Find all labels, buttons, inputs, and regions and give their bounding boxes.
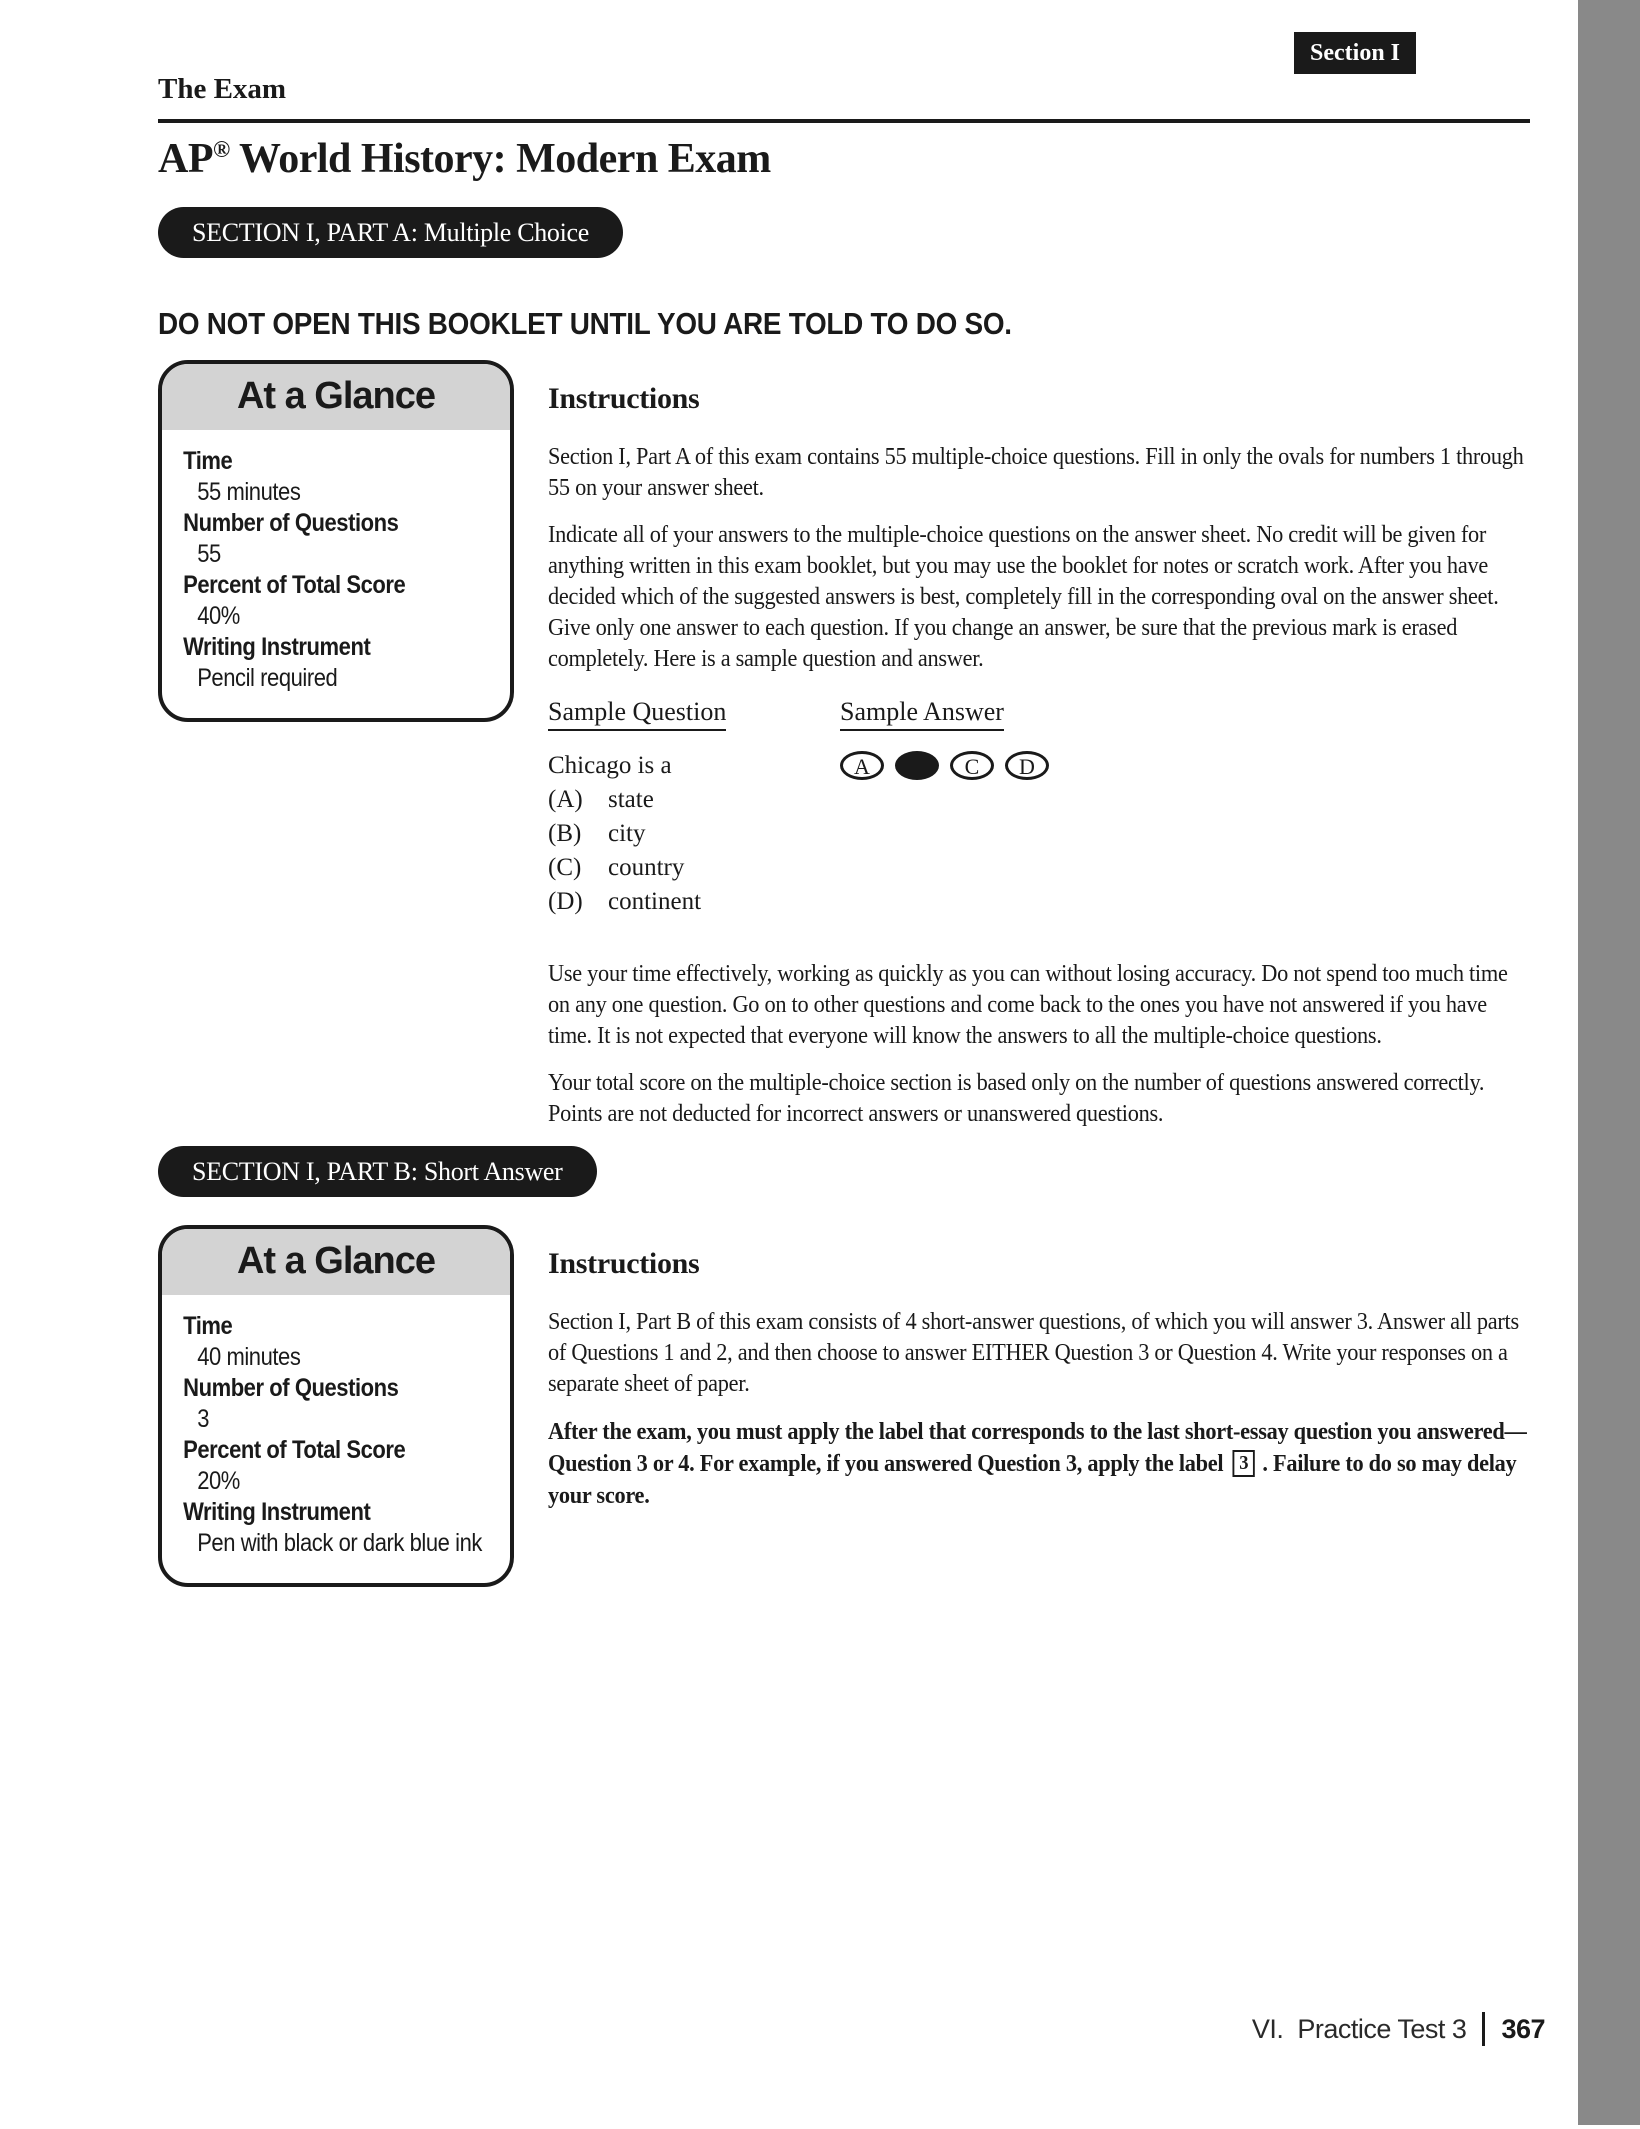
part-b-section-pill: SECTION I, PART B: Short Answer <box>158 1146 597 1197</box>
part-b-paragraph-1: Section I, Part B of this exam consists of 4 short-answer questions, of which you will answer 3. Answer all parts of Questions 1 and 2, and then choose to answer EITHER Question 3 or Question 4. Write your responses on a separate sheet of paper. <box>548 1309 1519 1398</box>
glance-value-questions-b: 3 <box>197 1405 209 1434</box>
part-a-paragraph-3: Use your time effectively, working as quickly as you can without losing accuracy. Do not spend too much time on any one question. Go on to other questions and come back to the ones you have not answered if you have time. It is not expected that everyone will know the answers to all the multiple-choice questions. <box>548 961 1508 1050</box>
part-a-paragraph-4: Your total score on the multiple-choice section is based only on the number of questions answered correctly. Points are not deducted for incorrect answers or unanswered questions. <box>548 1070 1485 1128</box>
sample-option-d-text: continent <box>608 888 702 916</box>
sample-option-c <box>548 851 840 885</box>
answer-oval-b-filled <box>895 751 939 780</box>
part-a-row <box>158 360 1530 1130</box>
answer-oval-c: C <box>950 751 994 780</box>
footer-page-number: 367 <box>1501 2013 1545 2044</box>
answer-oval-row <box>840 751 1060 780</box>
glance-value-percent-b: 20% <box>197 1467 240 1496</box>
footer-chapter: VI. <box>1251 2013 1284 2044</box>
sample-option-d <box>548 885 840 919</box>
sample-question-heading: Sample Question <box>548 697 726 731</box>
part-a-instructions-heading: Instructions <box>548 382 700 416</box>
part-b-label-note <box>548 1416 1530 1512</box>
sample-option-a-text: state <box>608 786 654 814</box>
page-title <box>158 135 1530 183</box>
page-footer <box>1252 2012 1545 2046</box>
glance-label-questions-b: Number of Questions <box>183 1374 399 1403</box>
part-a-glance-title: At a Glance <box>162 364 510 430</box>
part-a-section-pill: SECTION I, PART A: Multiple Choice <box>158 207 623 258</box>
part-a-glance-body <box>162 430 510 718</box>
glance-value-time: 55 minutes <box>197 478 301 507</box>
part-b-glance-body <box>162 1295 510 1583</box>
do-not-open-warning: DO NOT OPEN THIS BOOKLET UNTIL YOU ARE TOLD TO DO SO. <box>158 306 1012 342</box>
sample-question-stem: Chicago is a <box>548 752 672 780</box>
sample-option-b-letter: (B) <box>548 820 582 848</box>
glance-value-instrument: Pencil required <box>197 664 338 693</box>
part-b-instructions-column <box>548 1225 1530 1512</box>
footer-divider <box>1482 2012 1485 2046</box>
glance-label-instrument: Writing Instrument <box>183 633 371 662</box>
glance-value-questions: 55 <box>197 540 221 569</box>
label-note-after: . Failure to do so may delay your score. <box>548 1451 1517 1510</box>
sample-option-c-letter: (C) <box>548 854 582 882</box>
sample-option-d-letter: (D) <box>548 888 583 916</box>
sample-option-a-letter: (A) <box>548 786 583 814</box>
footer-label: Practice Test 3 <box>1297 2013 1467 2044</box>
glance-label-time-b: Time <box>183 1312 233 1341</box>
registered-mark: ® <box>213 135 230 162</box>
page-title-rest: World History: Modern Exam <box>229 135 771 182</box>
part-a-paragraph-2: Indicate all of your answers to the multiple-choice questions on the answer sheet. No credit will be given for anything written in this exam booklet, but you may use the booklet for notes or scratch work. After you have decided which of the suggested answers is best, completely fill in the corresponding oval on the answer sheet. Give only one answer to each question. If you change an answer, be sure that the previous mark is erased completely. Here is a sample question and answer. <box>548 522 1499 673</box>
glance-label-percent-b: Percent of Total Score <box>183 1436 406 1465</box>
answer-oval-d: D <box>1005 751 1049 780</box>
page-content <box>158 0 1530 1587</box>
part-b-glance-title: At a Glance <box>162 1229 510 1295</box>
part-a-paragraph-1: Section I, Part A of this exam contains 55 multiple-choice questions. Fill in only the ovals for numbers 1 through 55 on your answer sheet. <box>548 444 1524 502</box>
glance-label-instrument-b: Writing Instrument <box>183 1498 371 1527</box>
sample-answer-column <box>840 697 1060 919</box>
answer-oval-a: A <box>840 751 884 780</box>
glance-label-time: Time <box>183 447 233 476</box>
sample-question-column <box>548 697 840 919</box>
part-b-glance-box <box>158 1225 514 1587</box>
glance-value-instrument-b: Pen with black or dark blue ink <box>197 1529 482 1558</box>
sample-option-c-text: country <box>608 854 685 882</box>
page-edge-strip <box>1578 0 1640 2125</box>
sample-answer-heading: Sample Answer <box>840 697 1004 731</box>
section-tab-badge: Section I <box>1294 32 1416 74</box>
part-a-instructions-column <box>548 360 1530 1130</box>
glance-value-percent: 40% <box>197 602 240 631</box>
glance-value-time-b: 40 minutes <box>197 1343 301 1372</box>
question-3-label-box: 3 <box>1233 1450 1255 1477</box>
glance-label-percent: Percent of Total Score <box>183 571 406 600</box>
page-title-main: AP <box>158 135 213 182</box>
glance-label-questions: Number of Questions <box>183 509 399 538</box>
sample-option-a <box>548 783 840 817</box>
part-a-glance-box <box>158 360 514 722</box>
part-b-row <box>158 1225 1530 1587</box>
sample-option-b <box>548 817 840 851</box>
sample-option-b-text: city <box>608 820 646 848</box>
label-note-before: After the exam, you must apply the label that corresponds to the last short-essay question you answered—Question 3 or 4. For example, if you answered Question 3, apply the label <box>548 1419 1527 1478</box>
part-b-instructions-heading: Instructions <box>548 1247 700 1281</box>
chapter-kicker: The Exam <box>158 73 287 105</box>
header-rule <box>158 119 1530 123</box>
sample-question-answer-block <box>548 697 1530 919</box>
